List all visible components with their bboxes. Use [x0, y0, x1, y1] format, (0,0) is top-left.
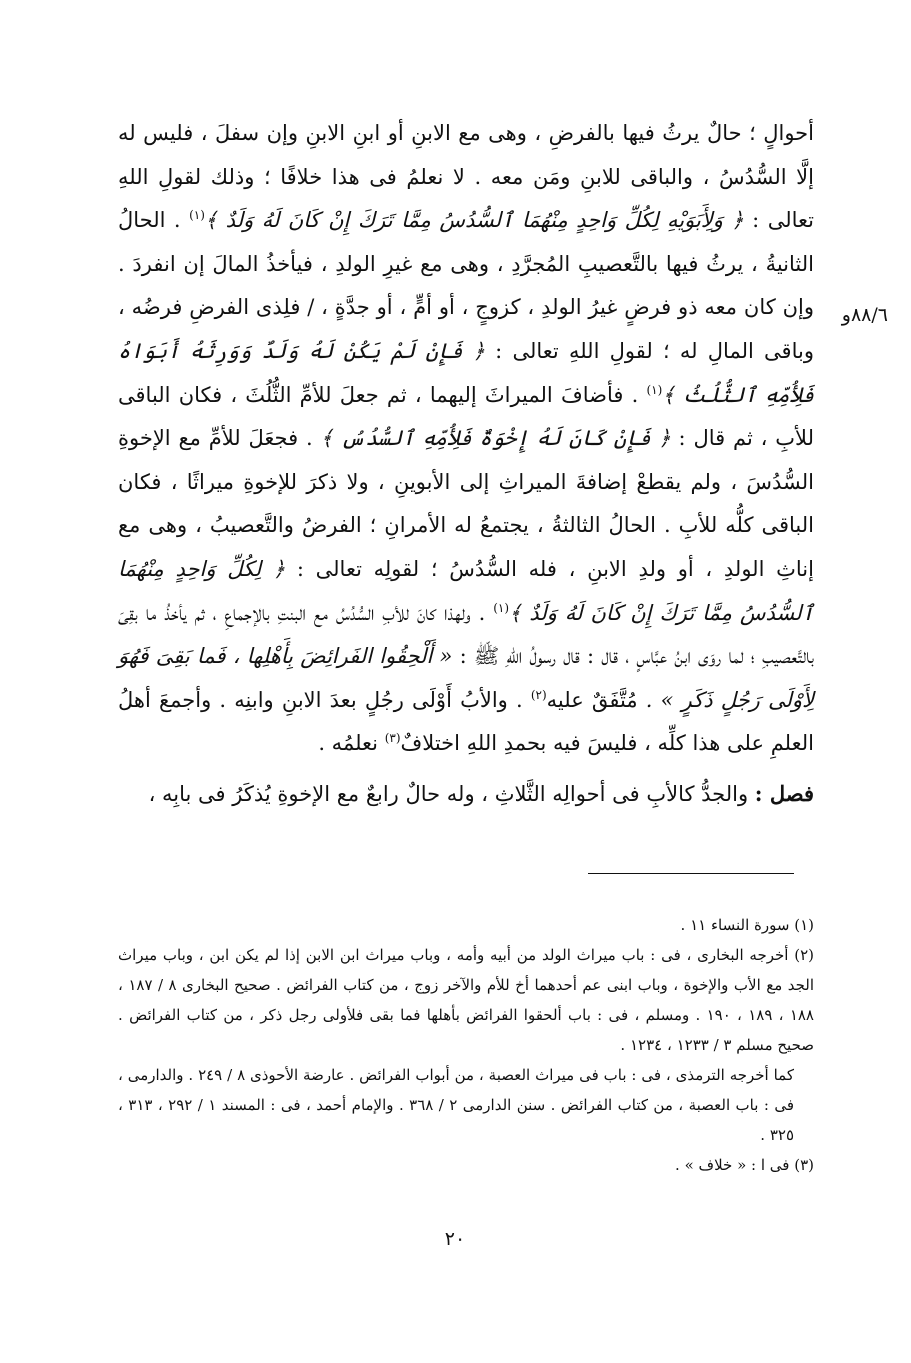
text-segment: مُتَّفَقٌ عليه — [546, 687, 638, 712]
page-number: ٢٠ — [444, 1228, 466, 1250]
footnote-marker: (١) — [189, 208, 205, 223]
margin-manuscript-reference: ٨٨/٦و — [841, 304, 888, 326]
footnote-separator — [588, 873, 794, 874]
footnote-2-continued: كما أخرجه الترمذى ، فى : باب فى ميراث العصبة ، من أبواب الفرائض . عارضة الأحوذى ٨ / ٢٤٩ . والدارمى ، فى : باب العصبة ، من كتاب الفرائض . سنن الدارمى ٢ / ٣٦٨ . والإمام أحمد ، فى : المسند ١ / ٢٩٢ ، ٣١٣ ، ٣٢٥ . — [118, 1066, 795, 1144]
text-segment: . الحالُ الثانيةُ ، يرثُ فيها بالتَّعصيبِ المُجرَّدِ ، وهى مع غيرِ الولدِ ، فيأخذُ المالَ إن انفردَ . وإن كان معه ذو فرضٍ غيرُ الولدِ ، كزوجٍ ، أو أمٍّ ، أو جدَّةٍ ، / فلِذى الفرضِ فرضُه ، وباقى المالِ له ؛ لقولِ اللهِ تعالى : — [118, 208, 814, 363]
footnote-marker: (٢) — [530, 687, 547, 702]
hadith-quote: « أَلْحِقُوا الفَرائِضَ بِأَهْلِها ، فَما بَقِىَ فَهُوَ لِأَوْلَى رَجُلٍ ذَكَرٍ » . — [118, 644, 814, 712]
text-segment: . فأضافَ الميراثَ إليهما ، ثم جعلَ للأمِّ الثُّلُثَ ، فكان الباقى للأبِ ، ثم قال : — [118, 382, 814, 451]
quran-verse: ﴿ لِكُلِّ وَاحِدٍ مِنْهُمَا ٱلسُّدُسُ مِمَّا تَرَكَ إِنْ كَانَ لَهُ وَلَدٌ ﴾ — [118, 556, 814, 625]
footnote-2: (٢) أخرجه البخارى ، فى : باب ميراث الولد من أبيه وأمه ، وباب ميراث ابن الابن إذا لم يكن ابن ، وباب ميراث الجد مع الأب والإخوة ، وباب ابنى عم أحدهما أخ للأم والآخر زوج ، من كتاب الفرائض . صحيح البخارى ٨ / ١٨٧ ، ١٨٨ ، ١٨٩ ، ١٩٠ . ومسلم ، فى : باب ألحقوا الفرائض بأهلها فما بقى فلأولى رجل ذكر ، من كتاب الفرائض . صحيح مسلم ٣ / ١٢٣٣ ، ١٢٣٤ . — [118, 946, 815, 1054]
footnote-marker: (١) — [646, 382, 663, 397]
paragraph-father-inheritance — [118, 112, 814, 766]
text-segment: أحوالٍ ؛ حالٌ يرثُ فيها بالفرضِ ، وهى مع الابنِ أو ابنِ الابنِ وإن سفلَ ، فليس له إلَّا السُّدُسُ ، والباقى للابنِ ومَن معه . لا نعلمُ فى هذا خلافًا ؛ وذلك لقولِ اللهِ تعالى : — [118, 121, 814, 233]
quran-verse: ﴿ وَلِأَبَوَيْهِ لِكُلِّ وَاحِدٍ مِنْهُمَا ٱلسُّدُسُ مِمَّا تَرَكَ إِنْ كَانَ لَهُ وَلَدٌ ﴾ — [204, 208, 744, 233]
text-segment: نعلمُه . — [318, 731, 379, 756]
section-heading: فصل : — [754, 780, 814, 806]
paragraph-fasl — [118, 772, 814, 817]
footnotes — [118, 910, 814, 1180]
text-segment: . فجعَلَ للأمِّ مع الإخوةِ السُّدُسَ ، ولم يقطعْ إضافةَ الميراثِ إلى الأبوينِ ، ولا ذكرَ للإخوةِ ميراثًا ، فكان الباقى كلُّه للأبِ . الحالُ الثالثةُ ، يجتمعُ له الأمرانِ ؛ الفرضُ والتَّعصيبُ ، وهى مع إناثِ الولدِ ، أو ولدِ الابنِ ، فله السُّدُسُ ؛ لقولِه تعالى : — [118, 426, 814, 581]
quran-verse: ﴿ فَإِنْ لَمْ يَكُنْ لَهُ وَلَدٌ وَوَرِثَهُ أَبَوَاهُ فَلِأُمِّهِ ٱلثُّلُثُ ﴾ — [118, 338, 814, 407]
text-segment: . ولهذا كانَ للأبِ السُّدُسُ مع البنتِ بالإجماعِ ، ثم يأخذُ ما بقِىَ بالتَّعصيبِ ؛ لما روَى ابنُ عبَّاسٍ ، قال : قال رسولُ اللهِ ﷺ : — [118, 600, 814, 669]
text-segment: والجدُّ كالأبِ فى أحوالِه الثَّلاثِ ، وله حالٌ رابعٌ مع الإخوةِ يُذكَرُ فى بابِه ، — [148, 781, 749, 806]
footnote-marker: (٣) — [384, 731, 401, 746]
main-text — [118, 112, 814, 817]
quran-verse: ﴿ فَإِنْ كَانَ لَهُ إِخْوَةٌ فَلِأُمِّهِ ٱلسُّدُسُ ﴾ — [320, 426, 671, 451]
footnote-3: (٣) فى ا : « خلاف » . — [675, 1156, 814, 1174]
footnote-marker: (١) — [493, 600, 510, 615]
footnote-1: (١) سورة النساء ١١ . — [680, 916, 814, 934]
text-segment: . والأبُ أَوْلَى رجُلٍ بعدَ الابنِ وابنِه . وأجمعَ أهلُ العلمِ على هذا كلِّه ، فليسَ فيه بحمدِ اللهِ اختلافٌ — [118, 687, 814, 756]
